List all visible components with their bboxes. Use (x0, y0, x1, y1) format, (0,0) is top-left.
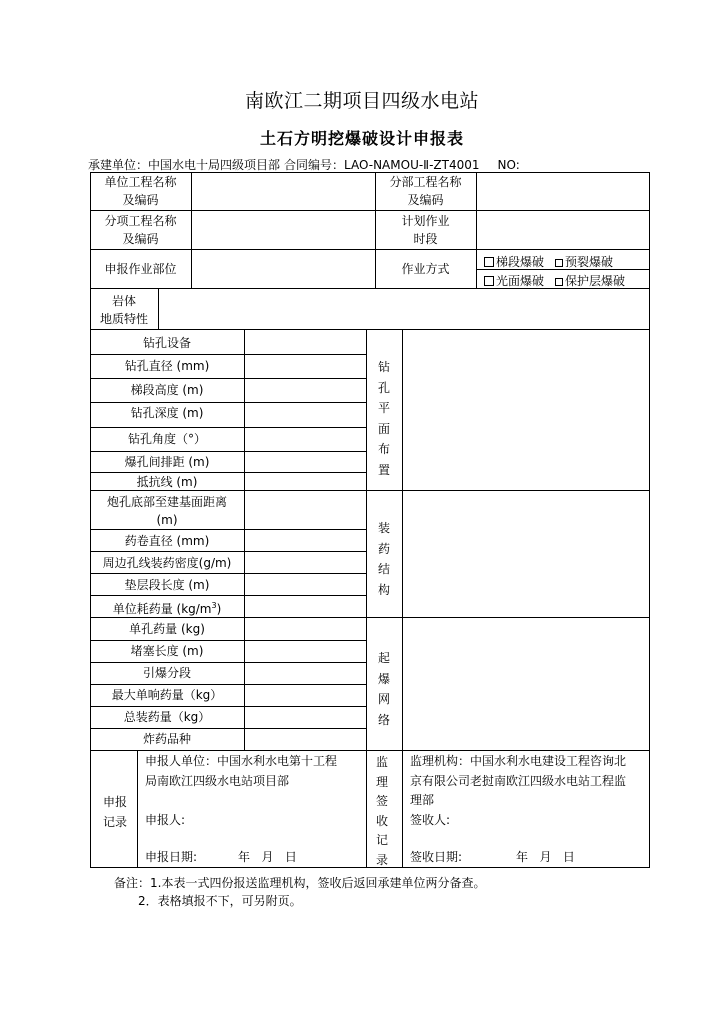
declare-date-ymd: 年 月 日 (238, 850, 297, 864)
param-drill-angle: 钻孔角度（°） (127, 432, 206, 446)
param-max-charge-per-delay: 最大单响药量（kg） (111, 688, 223, 702)
info-line (88, 156, 524, 173)
param-bottom-distance: 炮孔底部至建基面距离 (m) (106, 494, 227, 527)
method-option-smooth[interactable]: 光面爆破 (484, 272, 544, 289)
rock-geology-label: 岩体 地质特性 (99, 294, 148, 326)
col-line (402, 329, 403, 868)
row-line (90, 750, 650, 751)
declare-record-label: 申报记录 (102, 795, 127, 829)
declare-unit-line1: 申报人单位：中国水利水电第十工程 (145, 754, 338, 768)
param-linear-charge-density: 周边孔线装药密度(g/m) (102, 556, 232, 570)
method-option-presplit[interactable]: 预裂爆破 (555, 253, 613, 270)
col-line (366, 329, 367, 868)
declare-person: 申报人: (145, 813, 186, 827)
supervision-org-line3: 理部 (410, 793, 435, 807)
supervision-org-line1: 监理机构：中国水利水电建设工程咨询北 (410, 754, 627, 768)
row-line (90, 329, 650, 330)
checkbox-icon (555, 278, 563, 286)
drill-layout-label: 钻孔平面布置 (377, 360, 390, 477)
location-label: 申报作业部位 (104, 261, 177, 276)
param-hole-spacing: 爆孔间排距 (m) (124, 454, 210, 469)
col-line (158, 288, 159, 329)
param-delay-sections: 引爆分段 (142, 666, 191, 680)
param-stemming-length: 堵塞长度 (m) (130, 644, 204, 658)
method-option-protective[interactable]: 保护层爆破 (555, 272, 625, 289)
contract-no-text: 合同编号：LAO-NAMOU-Ⅱ-ZT4001 (284, 158, 480, 172)
method-option-bench[interactable]: 梯段爆破 (484, 253, 544, 270)
param-drill-diameter: 钻孔直径 (mm) (124, 359, 210, 373)
note-line1: 备注：1.本表一式四份报送监理机构，签收后返回承建单位两分备查。 (114, 876, 486, 890)
plan-period-label: 计划作业 时段 (401, 213, 450, 246)
supervision-org-line2: 京有限公司老挝南欧江四级水电站工程监 (410, 774, 627, 788)
checkbox-icon (484, 276, 494, 286)
method-label: 作业方式 (401, 261, 450, 276)
param-burden: 抵抗线 (m) (136, 475, 198, 489)
supervision-date-ymd: 年 月 日 (516, 850, 575, 864)
col-line (137, 750, 138, 868)
param-cushion-length: 垫层段长度 (m) (124, 578, 210, 592)
form-title: 土石方明挖爆破设计申报表 (259, 129, 464, 148)
checkbox-icon (555, 259, 563, 267)
param-bench-height: 梯段高度 (m) (130, 383, 204, 397)
param-single-hole-charge: 单孔药量 (kg) (129, 622, 205, 636)
contractor-text: 承建单位：中国水电十局四级项目部 (88, 158, 281, 172)
col-line (191, 172, 192, 288)
sub-project-label: 分部工程名称 及编码 (389, 175, 462, 207)
item-project-label: 分项工程名称 及编码 (104, 213, 177, 246)
checkbox-icon (484, 257, 494, 267)
param-drill-depth: 钻孔深度 (m) (130, 406, 204, 420)
declare-unit-line2: 局南欧江四级水电站项目部 (145, 774, 290, 788)
charge-structure-label: 装药结构 (377, 521, 390, 597)
note-line2: 2．表格填报不下，可另附页。 (138, 894, 302, 908)
supervision-receiver: 签收人: (410, 813, 451, 827)
param-unit-consumption: 单位耗药量 $(kg/m^3)$ (112, 600, 222, 616)
col-line (476, 172, 477, 288)
no-label: NO: (497, 158, 520, 172)
supervision-date-label: 签收日期: (410, 850, 463, 864)
param-drill-equipment: 钻孔设备 (142, 336, 191, 350)
param-explosive-type: 炸药品种 (142, 732, 191, 746)
page-title: 南欧江二期项目四级水电站 (244, 90, 479, 112)
supervision-record-label: 监理签收记录 (375, 755, 388, 867)
declare-date-label: 申报日期: (145, 850, 198, 864)
param-total-charge: 总装药量（kg） (123, 710, 211, 724)
col-line (244, 329, 245, 750)
param-cartridge-diameter: 药卷直径 (mm) (124, 534, 210, 548)
unit-project-label: 单位工程名称 及编码 (104, 175, 177, 207)
detonation-network-label: 起爆网络 (377, 651, 390, 727)
